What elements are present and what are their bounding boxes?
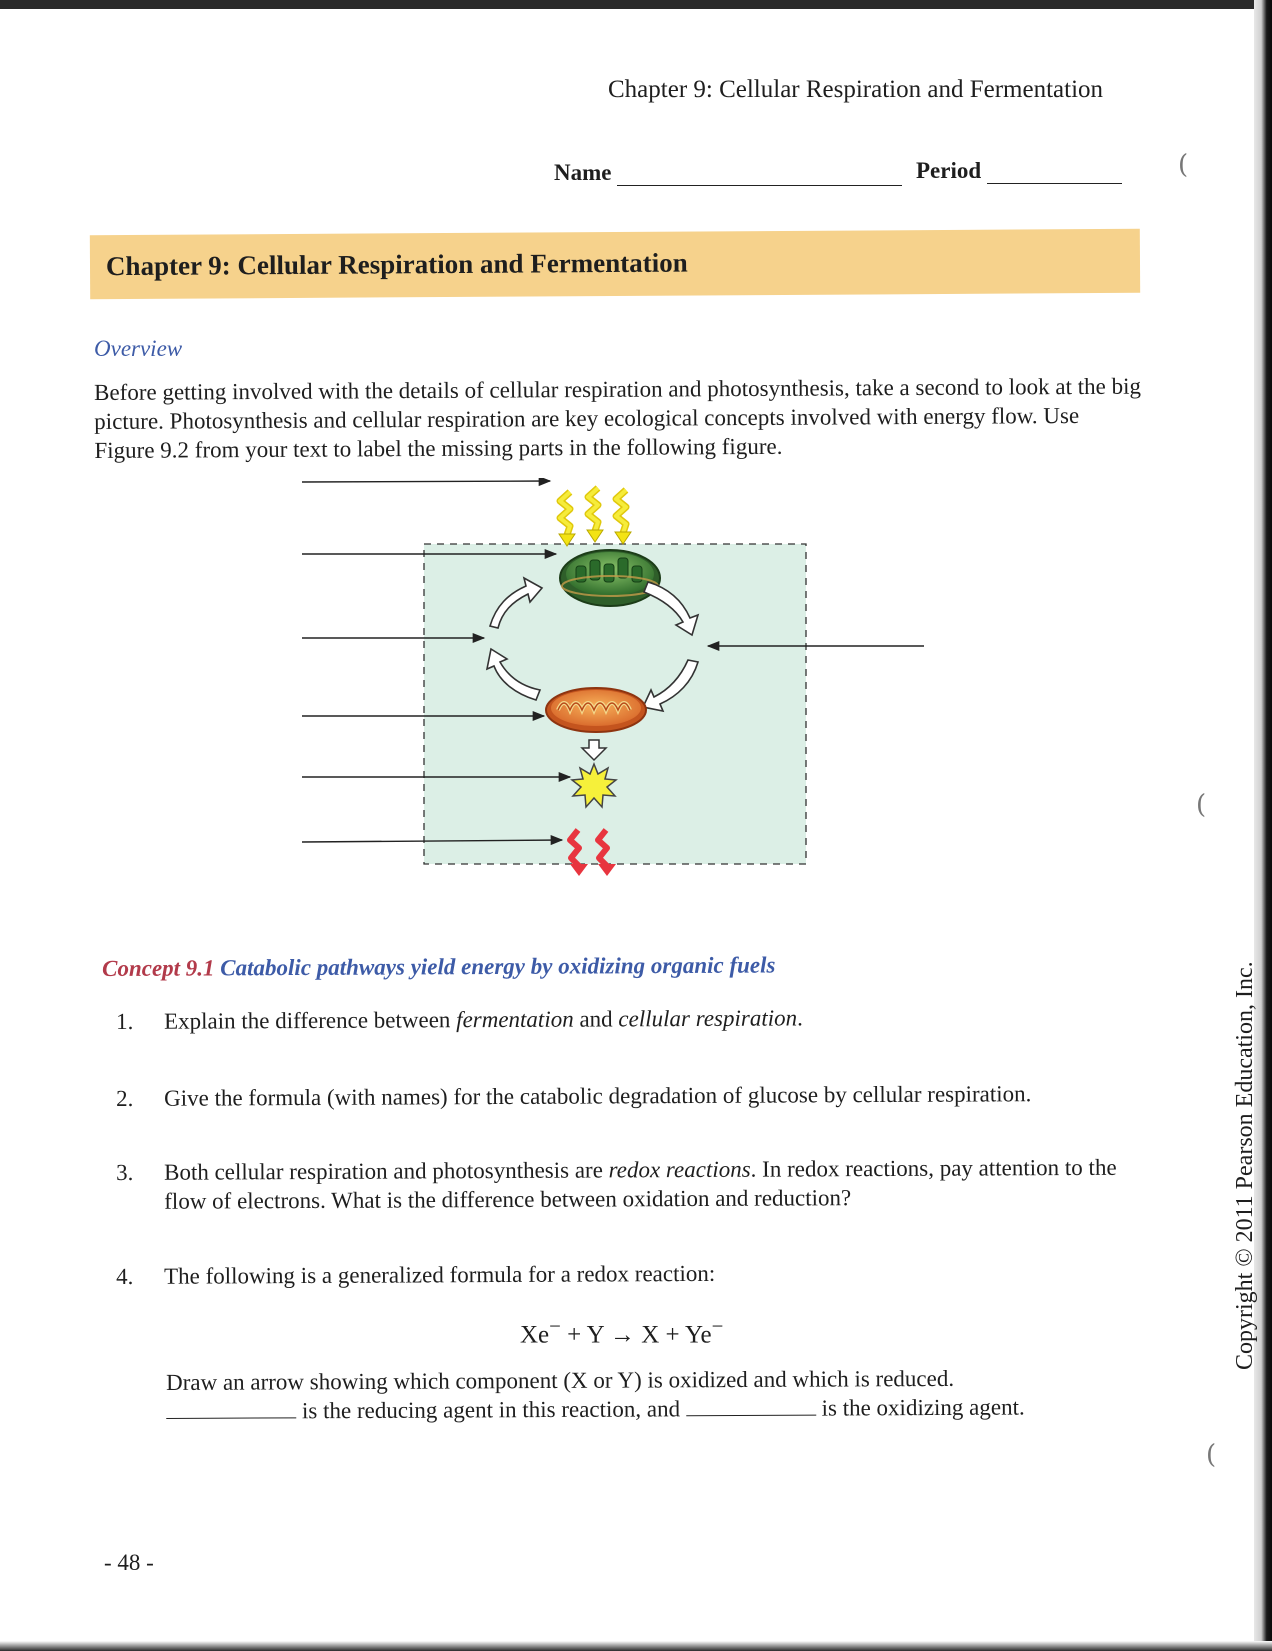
page-top-edge [0, 0, 1272, 9]
concept-heading [102, 952, 776, 982]
name-label: Name [554, 160, 612, 185]
concept-title: Catabolic pathways yield energy by oxidizing organic fuels [220, 952, 776, 981]
question-2 [116, 1079, 1156, 1111]
redox-formula: Xe− + Y → X + Ye− [520, 1314, 724, 1349]
question-text: Explain the difference between fermentation and cellular respiration. [164, 1005, 803, 1034]
question-1 [116, 1002, 1156, 1034]
name-blank-line[interactable] [617, 163, 902, 186]
draw-arrow-instructions [166, 1363, 1156, 1426]
period-blank-line[interactable] [987, 161, 1122, 184]
question-number: 4. [116, 1263, 134, 1289]
draw-instruction-mid: is the reducing agent in this reaction, and [296, 1396, 686, 1424]
question-number: 2. [116, 1085, 134, 1111]
chapter-banner-title: Chapter 9: Cellular Respiration and Fermentation [105, 247, 688, 282]
copyright-notice: Copyright © 2011 Pearson Education, Inc. [1232, 961, 1258, 1370]
margin-mark-bottom: ( [1206, 1440, 1217, 1470]
draw-instruction-line1: Draw an arrow showing which component (X or Y) is oxidized and which is reduced. [166, 1365, 955, 1395]
chloroplast-icon [560, 550, 660, 606]
question-text: Give the formula (with names) for the catabolic degradation of glucose by cellular respiration. [164, 1081, 1032, 1111]
mitochondrion-icon [546, 688, 646, 732]
running-header: Chapter 9: Cellular Respiration and Fermentation [608, 76, 1104, 103]
margin-mark-middle: ( [1196, 790, 1207, 820]
period-label: Period [916, 158, 982, 183]
question-number: 1. [116, 1008, 134, 1034]
overview-paragraph: Before getting involved with the details of cellular respiration and photosynthesis, take a second to look at the big picture. Photosynthesis and cellular respiration are key ecological concepts involved with energy flow. Use Figure 9.2 from your text to label the missing parts in the following figure. [94, 373, 1142, 463]
pointer-line-sunlight[interactable] [302, 481, 550, 482]
draw-instruction-end: is the oxidizing agent. [815, 1394, 1025, 1421]
margin-mark-top: ( [1178, 150, 1189, 180]
overview-heading: Overview [94, 336, 183, 361]
page-bottom-edge [0, 1641, 1272, 1651]
oxidizing-agent-blank[interactable] [686, 1397, 816, 1417]
chapter-banner [90, 229, 1140, 299]
page-number: - 48 - [104, 1550, 154, 1575]
name-field [554, 160, 902, 186]
concept-number: Concept 9.1 [102, 955, 215, 981]
period-field [916, 158, 1122, 184]
question-4 [116, 1257, 1156, 1289]
page-right-edge [1254, 0, 1272, 1651]
question-text: Both cellular respiration and photosynthesis are redox reactions. In redox reactions, pay attention to the flow of electrons. What is the difference between oxidation and reduction? [164, 1154, 1117, 1214]
sunlight-energy-icon [559, 488, 631, 546]
energy-flow-diagram [300, 478, 940, 938]
question-number: 3. [116, 1159, 134, 1185]
reducing-agent-blank[interactable] [166, 1399, 296, 1419]
question-3 [116, 1153, 1156, 1214]
question-text: The following is a generalized formula for a redox reaction: [164, 1260, 716, 1289]
